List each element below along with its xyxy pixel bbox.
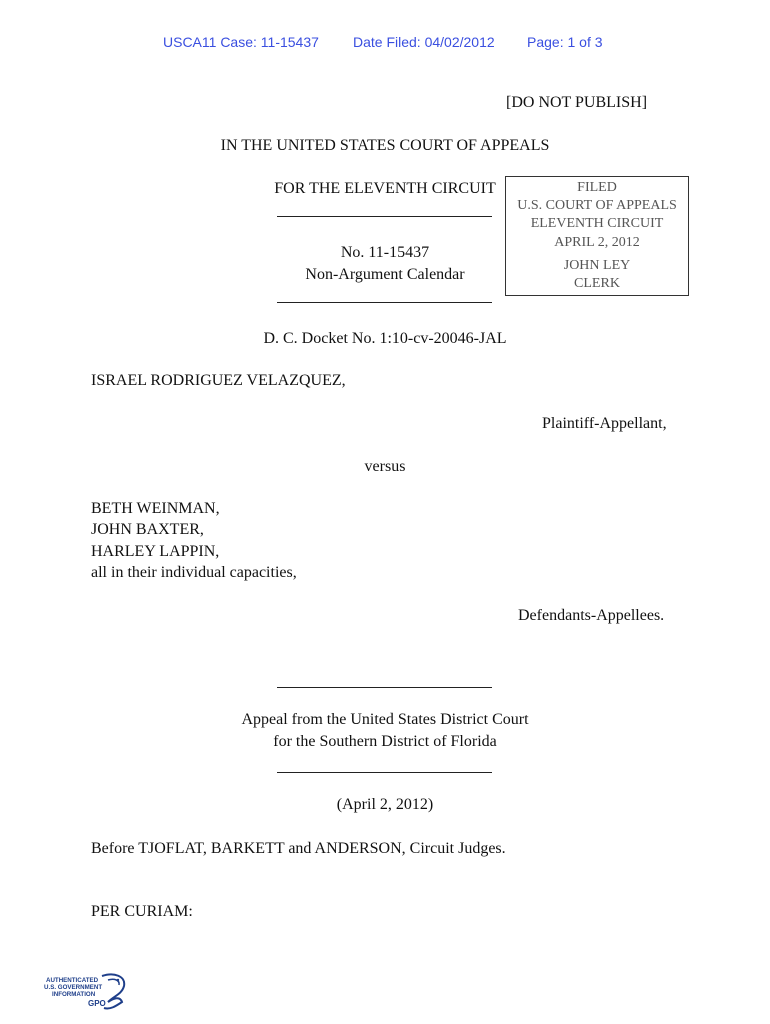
gpo-eagle-icon	[44, 972, 134, 1012]
gpo-authentication-logo	[44, 972, 134, 1012]
divider-appeal-top	[277, 687, 492, 688]
stamp-circuit: ELEVENTH CIRCUIT	[530, 216, 664, 231]
decision-date: (April 2, 2012)	[336, 796, 434, 813]
stamp-clerk: CLERK	[574, 276, 620, 291]
appellant-role: Plaintiff-Appellant,	[542, 415, 667, 432]
docket-number: D. C. Docket No. 1:10-cv-20046-JAL	[263, 330, 507, 347]
publish-note: [DO NOT PUBLISH]	[506, 94, 648, 111]
calendar-type: Non-Argument Calendar	[305, 266, 465, 283]
appeal-origin-line2: for the Southern District of Florida	[273, 733, 497, 750]
logo-line2: U.S. GOVERNMENT	[44, 984, 103, 991]
divider-middle	[277, 302, 492, 303]
appeal-origin-line1: Appeal from the United States District Court	[241, 711, 529, 728]
court-title: IN THE UNITED STATES COURT OF APPEALS	[220, 137, 550, 154]
defendant-line: HARLEY LAPPIN,	[91, 543, 220, 560]
defendant-line: JOHN BAXTER,	[91, 521, 204, 538]
defendant-line: BETH WEINMAN,	[91, 500, 220, 517]
date-filed-header: Date Filed: 04/02/2012	[353, 34, 495, 50]
versus-label: versus	[364, 458, 406, 475]
stamp-clerk-name: JOHN LEY	[563, 258, 631, 273]
panel-judges: Before TJOFLAT, BARKETT and ANDERSON, Circuit Judges.	[91, 840, 506, 857]
stamp-filed: FILED	[577, 180, 617, 195]
defendants-role: Defendants-Appellees.	[518, 607, 665, 624]
case-number: No. 11-15437	[340, 244, 430, 261]
per-curiam-heading: PER CURIAM:	[91, 903, 193, 920]
logo-line1: AUTHENTICATED	[46, 977, 99, 984]
page-number-header: Page: 1 of 3	[527, 34, 603, 50]
filed-stamp	[505, 176, 689, 296]
defendant-line: all in their individual capacities,	[91, 564, 297, 581]
logo-line3: INFORMATION	[52, 991, 96, 998]
divider-appeal-bottom	[277, 772, 492, 773]
circuit-title: FOR THE ELEVENTH CIRCUIT	[274, 180, 496, 197]
stamp-date: APRIL 2, 2012	[554, 235, 640, 250]
appellant-name: ISRAEL RODRIGUEZ VELAZQUEZ,	[91, 372, 346, 389]
logo-line4: GPO	[88, 999, 106, 1008]
divider-top	[277, 216, 492, 217]
case-number-header: USCA11 Case: 11-15437	[163, 34, 319, 50]
stamp-court: U.S. COURT OF APPEALS	[517, 198, 677, 213]
